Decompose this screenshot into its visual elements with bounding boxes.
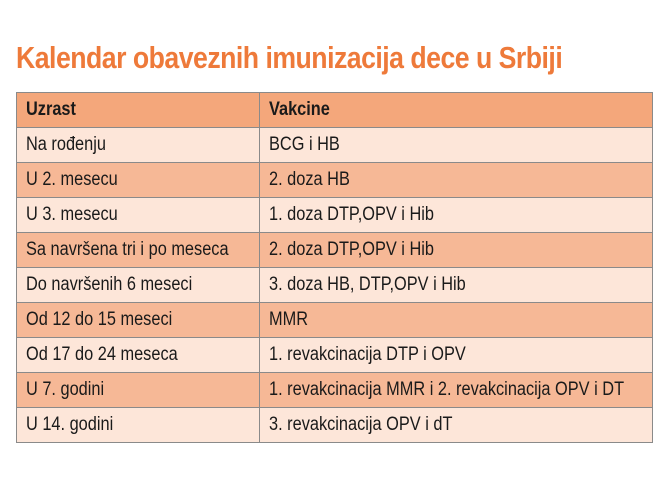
table-row bbox=[17, 408, 653, 443]
table-row bbox=[17, 163, 653, 198]
age-cell: U 14. godini bbox=[17, 408, 260, 443]
header-vaccines: Vakcine bbox=[260, 93, 653, 128]
vaccine-cell: 1. revakcinacija MMR i 2. revakcinacija OPV i DT bbox=[260, 373, 653, 408]
table-row bbox=[17, 303, 653, 338]
vaccine-cell: 2. doza HB bbox=[260, 163, 653, 198]
table-row bbox=[17, 128, 653, 163]
age-cell: U 3. mesecu bbox=[17, 198, 260, 233]
age-cell: Do navršenih 6 meseci bbox=[17, 268, 260, 303]
vaccine-cell: BCG i HB bbox=[260, 128, 653, 163]
table-header-row bbox=[17, 93, 653, 128]
age-cell: U 7. godini bbox=[17, 373, 260, 408]
age-cell: Na rođenju bbox=[17, 128, 260, 163]
age-cell: U 2. mesecu bbox=[17, 163, 260, 198]
page-title: Kalendar obaveznih imunizacija dece u Srbiji bbox=[16, 40, 563, 75]
vaccine-cell: 1. doza DTP,OPV i Hib bbox=[260, 198, 653, 233]
vaccine-cell: 3. revakcinacija OPV i dT bbox=[260, 408, 653, 443]
age-cell: Od 17 do 24 meseca bbox=[17, 338, 260, 373]
vaccine-cell: MMR bbox=[260, 303, 653, 338]
table-row bbox=[17, 233, 653, 268]
table-row bbox=[17, 268, 653, 303]
immunization-table bbox=[16, 92, 653, 443]
vaccine-cell: 2. doza DTP,OPV i Hib bbox=[260, 233, 653, 268]
table-row bbox=[17, 373, 653, 408]
vaccine-cell: 3. doza HB, DTP,OPV i Hib bbox=[260, 268, 653, 303]
age-cell: Sa navršena tri i po meseca bbox=[17, 233, 260, 268]
table-row bbox=[17, 338, 653, 373]
table-row bbox=[17, 198, 653, 233]
header-age: Uzrast bbox=[17, 93, 260, 128]
vaccine-cell: 1. revakcinacija DTP i OPV bbox=[260, 338, 653, 373]
age-cell: Od 12 do 15 meseci bbox=[17, 303, 260, 338]
